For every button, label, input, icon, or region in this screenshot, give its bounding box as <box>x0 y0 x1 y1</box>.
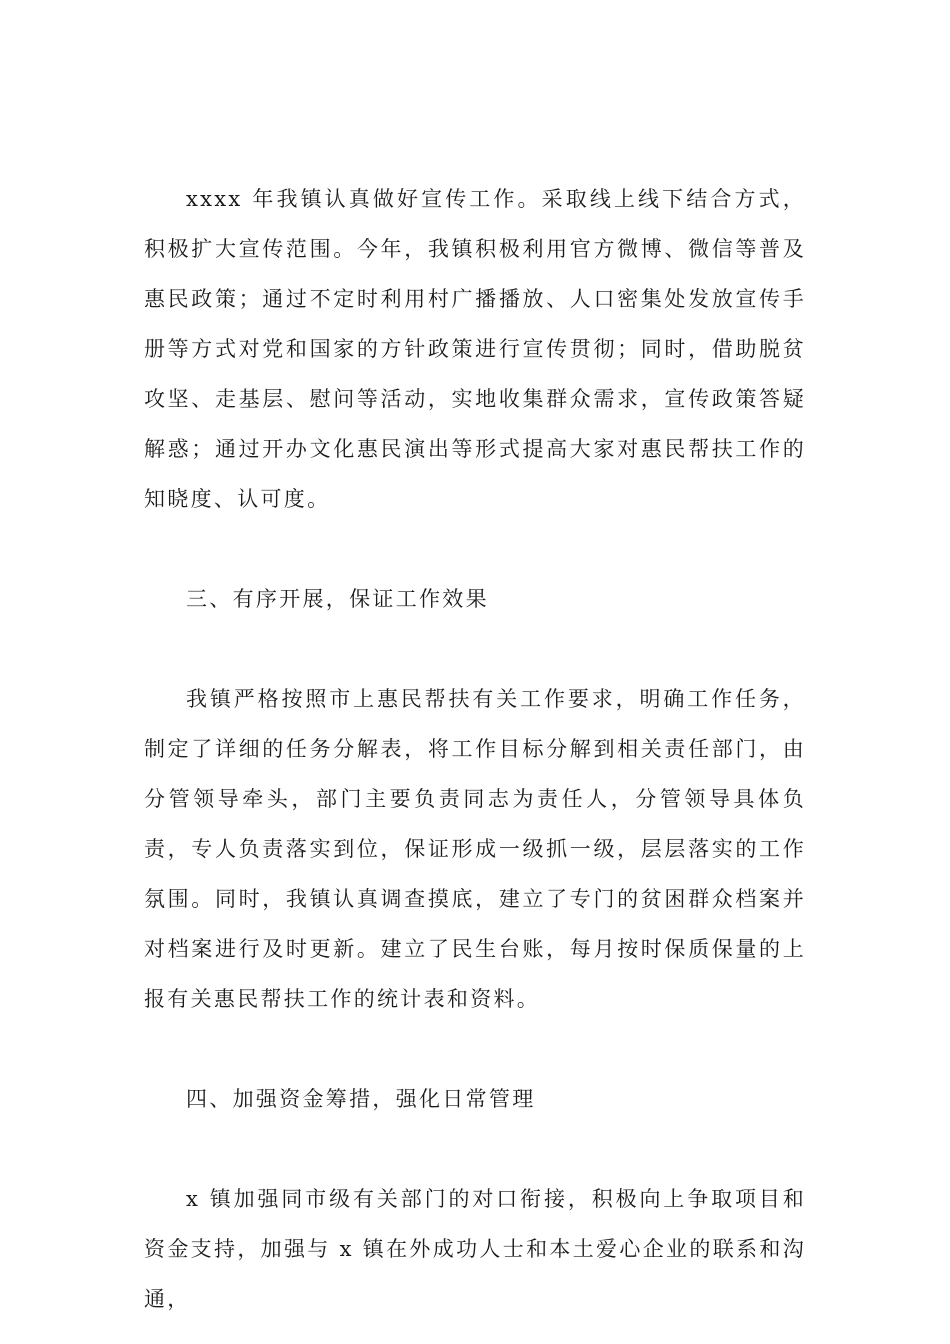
paragraph-task-implementation: 我镇严格按照市上惠民帮扶有关工作要求，明确工作任务，制定了详细的任务分解表，将工作目标分解到相关责任部门，由分管领导牵头，部门主要负责同志为责任人，分管领导具体负责，专人负责落实到位，保证形成一级抓一级，层层落实的工作氛围。同时，我镇认真调查摸底，建立了专门的贫困群众档案并对档案进行及时更新。建立了民生台账，每月按时保质保量的上报有关惠民帮扶工作的统计表和资料。 <box>144 687 806 1011</box>
section-heading-three: 三、有序开展，保证工作效果 <box>186 587 489 611</box>
paragraph-publicity: xxxx 年我镇认真做好宣传工作。采取线上线下结合方式，积极扩大宣传范围。今年，我镇积极利用官方微博、微信等普及惠民政策；通过不定时利用村广播播放、人口密集处发放宣传手册等方式对党和国家的方针政策进行宣传贯彻；同时，借助脱贫攻坚、走基层、慰问等活动，实地收集群众需求，宣传政策答疑解惑；通过开办文化惠民演出等形式提高大家对惠民帮扶工作的知晓度、认可度。 <box>144 187 806 511</box>
paragraph-funding: x 镇加强同市级有关部门的对口衔接，积极向上争取项目和资金支持，加强与 x 镇在外成功人士和本土爱心企业的联系和沟通， <box>144 1187 806 1311</box>
paragraph-gap <box>144 1124 806 1174</box>
paragraph-gap <box>144 524 806 574</box>
paragraph-gap <box>144 1024 806 1074</box>
section-heading-four: 四、加强资金筹措，强化日常管理 <box>186 1087 536 1111</box>
paragraph-gap <box>144 624 806 674</box>
document-body <box>144 174 806 1324</box>
